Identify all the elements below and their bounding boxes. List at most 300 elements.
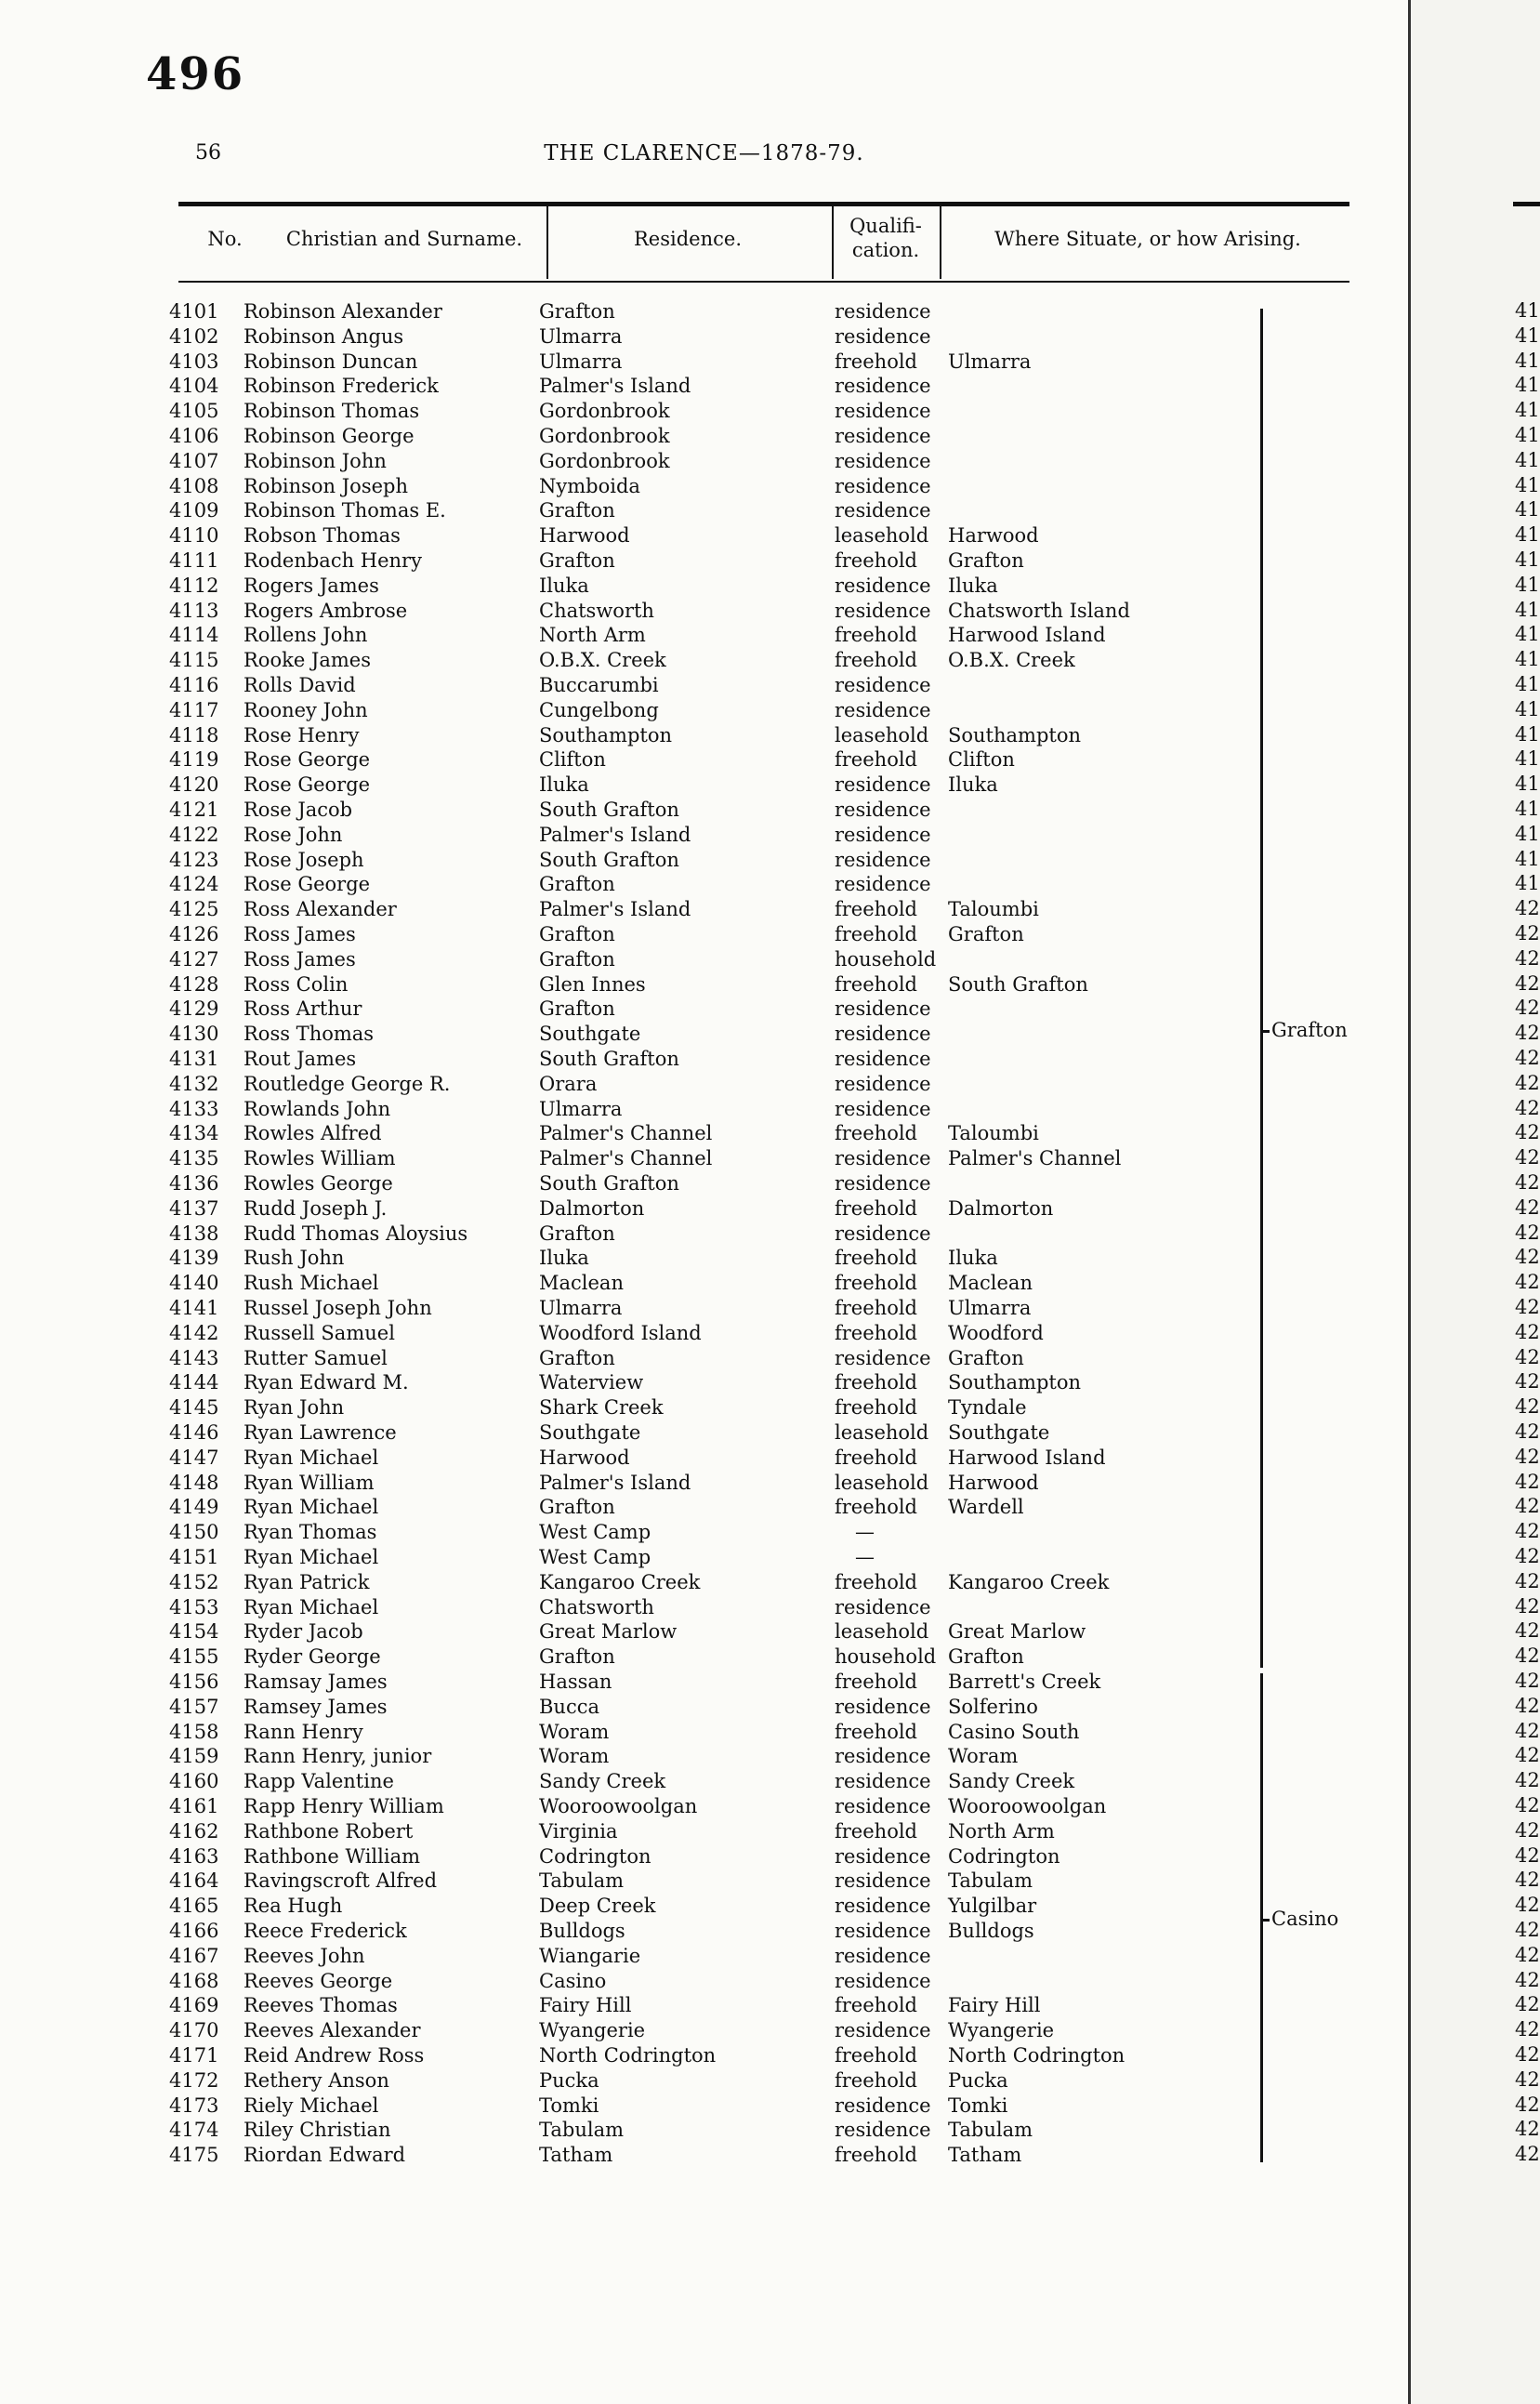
row-qualification: residence [835, 1222, 931, 1245]
row-name: Rose Joseph [244, 848, 364, 871]
row-name: Rowles William [244, 1147, 396, 1170]
row-name: Rowles George [244, 1172, 393, 1195]
row-qualification: household [835, 1645, 937, 1669]
row-number: 4164 [169, 1869, 219, 1893]
row-qualification: residence [835, 1048, 931, 1070]
header-no: No. [207, 228, 243, 250]
row-residence: West Camp [539, 1521, 652, 1544]
adjacent-page-number: 41 [1515, 473, 1540, 496]
adjacent-page-number: 42 [1515, 1370, 1540, 1394]
row-name: Robinson Duncan [244, 350, 418, 373]
row-number: 4152 [169, 1570, 219, 1593]
adjacent-page-number: 41 [1515, 424, 1540, 446]
adjacent-page-edge [1408, 0, 1540, 2404]
row-qualification: residence [835, 474, 931, 497]
row-where: Tabulam [948, 2119, 1033, 2142]
row-name: Ryan Lawrence [244, 1421, 397, 1444]
row-number: 4120 [169, 773, 219, 797]
row-residence: Virginia [539, 1819, 618, 1843]
adjacent-page-number: 41 [1515, 498, 1540, 522]
row-qualification: residence [835, 997, 931, 1021]
row-residence: Iluka [539, 1247, 589, 1270]
row-residence: Tabulam [539, 1869, 625, 1893]
casino-bracket-tip [1260, 1919, 1270, 1922]
row-name: Robinson Frederick [244, 375, 439, 398]
adjacent-page-number: 41 [1515, 773, 1540, 796]
row-number: 4114 [169, 624, 219, 647]
row-residence: Tabulam [539, 2119, 625, 2142]
row-qualification: leasehold [835, 524, 929, 548]
row-name: Riley Christian [244, 2119, 391, 2142]
row-number: 4108 [169, 474, 219, 497]
row-residence: Casino [539, 1969, 607, 1992]
row-name: Routledge George R. [244, 1072, 451, 1095]
row-name: Rooke James [244, 649, 371, 672]
row-name: Rapp Valentine [244, 1770, 394, 1793]
row-name: Ryan Michael [244, 1446, 379, 1469]
row-where: Grafton [948, 1645, 1024, 1669]
row-residence: Gordonbrook [539, 449, 670, 472]
row-number: 4105 [169, 400, 219, 423]
row-qualification: freehold [835, 1122, 917, 1145]
row-where: Barrett's Creek [948, 1671, 1101, 1693]
row-name: Rudd Thomas Aloysius [244, 1222, 468, 1245]
row-where: Iluka [948, 574, 998, 597]
row-number: 4103 [169, 350, 219, 373]
row-residence: Grafton [539, 1645, 615, 1669]
adjacent-page-number: 41 [1515, 648, 1540, 671]
row-residence: Kangaroo Creek [539, 1570, 701, 1593]
row-number: 4160 [169, 1770, 219, 1793]
row-number: 4122 [169, 823, 219, 846]
row-residence: Tatham [539, 2144, 613, 2167]
row-number: 4137 [169, 1196, 219, 1220]
row-number: 4126 [169, 923, 219, 945]
row-name: Rathbone William [244, 1844, 421, 1868]
row-name: Rooney John [244, 698, 368, 721]
row-number: 4175 [169, 2144, 219, 2167]
row-where: Southampton [948, 723, 1082, 746]
row-number: 4129 [169, 997, 219, 1021]
row-number: 4113 [169, 599, 219, 622]
row-residence: Woram [539, 1745, 610, 1768]
row-qualification: freehold [835, 1247, 917, 1270]
row-qualification: freehold [835, 624, 917, 647]
row-name: Ryan Michael [244, 1595, 379, 1618]
row-name: Rose George [244, 873, 371, 896]
row-qualification: freehold [835, 1321, 917, 1344]
row-name: Robinson Alexander [244, 300, 442, 323]
adjacent-page-number: 42 [1515, 1843, 1540, 1867]
adjacent-page-number: 41 [1515, 673, 1540, 695]
row-name: Rogers James [244, 574, 379, 597]
row-number: 4162 [169, 1819, 219, 1843]
row-number: 4112 [169, 574, 219, 597]
row-number: 4125 [169, 898, 219, 921]
row-qualification: leasehold [835, 723, 929, 746]
row-residence: Deep Creek [539, 1895, 656, 1918]
row-residence: Chatsworth [539, 599, 654, 622]
row-qualification: — [855, 1521, 875, 1544]
row-name: Ryan Patrick [244, 1570, 370, 1593]
row-name: Ross James [244, 947, 356, 971]
row-qualification: residence [835, 2019, 931, 2042]
row-residence: Hassan [539, 1671, 612, 1693]
row-qualification: residence [835, 1770, 931, 1793]
adjacent-page-number: 42 [1515, 997, 1540, 1020]
group-label-casino: Casino [1271, 1908, 1339, 1930]
adjacent-page-number: 42 [1515, 1420, 1540, 1443]
row-qualification: freehold [835, 1671, 917, 1693]
row-name: Riely Michael [244, 2094, 379, 2117]
row-number: 4170 [169, 2019, 219, 2042]
row-number: 4133 [169, 1097, 219, 1120]
row-number: 4151 [169, 1546, 219, 1568]
row-residence: Cungelbong [539, 698, 659, 721]
row-name: Robinson Joseph [244, 474, 408, 497]
row-number: 4116 [169, 674, 219, 696]
row-name: Rush Michael [244, 1272, 379, 1295]
row-qualification: residence [835, 1969, 931, 1992]
row-number: 4101 [169, 300, 219, 323]
row-name: Ryan Thomas [244, 1521, 377, 1544]
adjacent-page-number: 42 [1515, 1395, 1540, 1419]
row-where: Casino South [948, 1720, 1080, 1743]
header-residence: Residence. [634, 228, 742, 250]
row-residence: Bucca [539, 1695, 599, 1718]
row-residence: Clifton [539, 748, 606, 772]
row-residence: Ulmarra [539, 324, 623, 348]
adjacent-page-number: 42 [1515, 1644, 1540, 1668]
row-qualification: freehold [835, 1446, 917, 1469]
row-residence: O.B.X. Creek [539, 649, 666, 672]
row-qualification: residence [835, 324, 931, 348]
row-where: O.B.X. Creek [948, 649, 1075, 672]
row-where: Fairy Hill [948, 1994, 1041, 2017]
row-name: Rose George [244, 773, 371, 797]
row-qualification: residence [835, 599, 931, 622]
row-number: 4146 [169, 1421, 219, 1444]
row-name: Ramsey James [244, 1695, 388, 1718]
row-qualification: residence [835, 375, 931, 398]
adjacent-page-number: 41 [1515, 374, 1540, 397]
row-qualification: residence [835, 1795, 931, 1817]
row-residence: Maclean [539, 1272, 624, 1295]
row-qualification: freehold [835, 1297, 917, 1319]
row-number: 4158 [169, 1720, 219, 1743]
row-qualification: residence [835, 1920, 931, 1942]
adjacent-page-number: 42 [1515, 1246, 1540, 1269]
row-qualification: residence [835, 499, 931, 522]
row-residence: South Grafton [539, 1172, 679, 1195]
row-qualification: residence [835, 674, 931, 696]
row-qualification: residence [835, 698, 931, 721]
header-qualification-line1: Qualifi- [849, 215, 922, 237]
adjacent-page-number: 42 [1515, 1271, 1540, 1294]
row-number: 4163 [169, 1844, 219, 1868]
row-where: Solferino [948, 1695, 1038, 1718]
row-number: 4138 [169, 1222, 219, 1245]
row-qualification: residence [835, 1346, 931, 1369]
adjacent-page-number: 42 [1515, 1744, 1540, 1767]
row-residence: Waterview [539, 1371, 644, 1394]
row-qualification: freehold [835, 1196, 917, 1220]
row-number: 4107 [169, 449, 219, 472]
row-where: Tabulam [948, 1869, 1033, 1893]
row-qualification: freehold [835, 1819, 917, 1843]
row-qualification: residence [835, 1844, 931, 1868]
row-residence: Fairy Hill [539, 1994, 632, 2017]
adjacent-page-number: 42 [1515, 971, 1540, 995]
row-number: 4135 [169, 1147, 219, 1170]
row-number: 4115 [169, 649, 219, 672]
adjacent-page-number: 42 [1515, 1943, 1540, 1966]
row-name: Rollens John [244, 624, 368, 647]
row-name: Rowlands John [244, 1097, 391, 1120]
row-qualification: freehold [835, 2068, 917, 2092]
page-number: 56 [195, 141, 221, 165]
row-residence: Southampton [539, 723, 673, 746]
row-where: North Arm [948, 1819, 1055, 1843]
row-where: Southgate [948, 1421, 1050, 1444]
row-where: Iluka [948, 773, 998, 797]
adjacent-page-number: 42 [1515, 1919, 1540, 1941]
row-name: Robinson George [244, 425, 415, 447]
row-qualification: residence [835, 1072, 931, 1095]
row-name: Rudd Joseph J. [244, 1196, 388, 1220]
adjacent-page-number: 41 [1515, 349, 1540, 372]
row-where: Dalmorton [948, 1196, 1054, 1220]
adjacent-page-number: 41 [1515, 299, 1540, 322]
row-residence: Grafton [539, 997, 615, 1021]
row-qualification: freehold [835, 350, 917, 373]
adjacent-page-number: 42 [1515, 1221, 1540, 1244]
row-qualification: residence [835, 1869, 931, 1893]
row-name: Reeves Alexander [244, 2019, 421, 2042]
row-qualification: leasehold [835, 1620, 929, 1644]
adjacent-page-number: 42 [1515, 2018, 1540, 2041]
row-where: Great Marlow [948, 1620, 1086, 1644]
row-name: Ryan Edward M. [244, 1371, 409, 1394]
row-name: Rutter Samuel [244, 1346, 388, 1369]
row-residence: Grafton [539, 1496, 615, 1519]
row-where: Yulgilbar [948, 1895, 1037, 1918]
row-qualification: leasehold [835, 1471, 929, 1494]
row-number: 4106 [169, 425, 219, 447]
row-residence: Shark Creek [539, 1396, 664, 1420]
row-name: Robinson Thomas [244, 400, 420, 423]
row-residence: Palmer's Island [539, 1471, 691, 1494]
adjacent-page-number: 41 [1515, 598, 1540, 621]
row-name: Reece Frederick [244, 1920, 407, 1942]
header-qualification [834, 214, 938, 262]
row-number: 4136 [169, 1172, 219, 1195]
row-number: 4132 [169, 1072, 219, 1095]
adjacent-page-number: 42 [1515, 1694, 1540, 1717]
row-name: Rea Hugh [244, 1895, 343, 1918]
header-divider [940, 206, 941, 279]
row-qualification: residence [835, 1172, 931, 1195]
row-where: Wyangerie [948, 2019, 1055, 2042]
row-number: 4166 [169, 1920, 219, 1942]
row-residence: Sandy Creek [539, 1770, 666, 1793]
row-where: Tyndale [948, 1396, 1027, 1420]
row-where: Harwood [948, 524, 1039, 548]
row-where: Kangaroo Creek [948, 1570, 1110, 1593]
row-number: 4169 [169, 1994, 219, 2017]
row-residence: Palmer's Channel [539, 1122, 713, 1145]
adjacent-page-number: 42 [1515, 1520, 1540, 1543]
row-qualification: residence [835, 1944, 931, 1967]
row-number: 4147 [169, 1446, 219, 1469]
row-number: 4155 [169, 1645, 219, 1669]
row-qualification: residence [835, 574, 931, 597]
row-residence: Palmer's Island [539, 898, 691, 921]
row-name: Ravingscroft Alfred [244, 1869, 438, 1893]
row-qualification: freehold [835, 1570, 917, 1593]
adjacent-page-number: 42 [1515, 1968, 1540, 1991]
row-number: 4150 [169, 1521, 219, 1544]
row-residence: Southgate [539, 1023, 641, 1046]
row-number: 4161 [169, 1795, 219, 1817]
row-residence: Woodford Island [539, 1321, 702, 1344]
row-number: 4159 [169, 1745, 219, 1768]
row-residence: Grafton [539, 1346, 615, 1369]
row-qualification: residence [835, 1895, 931, 1918]
row-where: Iluka [948, 1247, 998, 1270]
adjacent-page-number: 41 [1515, 573, 1540, 596]
adjacent-page-number: 41 [1515, 697, 1540, 720]
row-residence: Nymboida [539, 474, 640, 497]
row-where: Harwood Island [948, 624, 1106, 647]
row-number: 4111 [169, 549, 219, 572]
row-name: Robinson Angus [244, 324, 404, 348]
row-name: Russel Joseph John [244, 1297, 432, 1319]
row-residence: Iluka [539, 773, 589, 797]
row-name: Rush John [244, 1247, 345, 1270]
adjacent-page-number: 42 [1515, 1619, 1540, 1643]
row-name: Reeves George [244, 1969, 393, 1992]
adjacent-top-rule [1513, 202, 1540, 206]
adjacent-page-number: 42 [1515, 1719, 1540, 1742]
row-residence: Wooroowoolgan [539, 1795, 698, 1817]
row-number: 4153 [169, 1595, 219, 1618]
row-qualification: residence [835, 2094, 931, 2117]
adjacent-page-number: 42 [1515, 2093, 1540, 2116]
adjacent-page-number: 42 [1515, 946, 1540, 970]
row-where: Clifton [948, 748, 1015, 772]
row-residence: Glen Innes [539, 972, 646, 996]
row-name: Ryan Michael [244, 1496, 379, 1519]
row-name: Ryder George [244, 1645, 381, 1669]
adjacent-page-number: 42 [1515, 2143, 1540, 2166]
row-qualification: residence [835, 425, 931, 447]
row-name: Rann Henry, junior [244, 1745, 432, 1768]
row-number: 4128 [169, 972, 219, 996]
adjacent-page-number: 42 [1515, 1296, 1540, 1318]
row-number: 4123 [169, 848, 219, 871]
row-number: 4154 [169, 1620, 219, 1644]
row-qualification: freehold [835, 1720, 917, 1743]
adjacent-page-number: 41 [1515, 847, 1540, 870]
row-where: Bulldogs [948, 1920, 1034, 1942]
row-qualification: residence [835, 823, 931, 846]
adjacent-page-number: 42 [1515, 2043, 1540, 2066]
adjacent-page-number: 42 [1515, 922, 1540, 944]
row-where: Ulmarra [948, 350, 1032, 373]
row-residence: North Codrington [539, 2044, 717, 2067]
row-qualification: freehold [835, 1994, 917, 2017]
adjacent-page-number: 42 [1515, 1096, 1540, 1119]
row-residence: Southgate [539, 1421, 641, 1444]
row-residence: Bulldogs [539, 1920, 625, 1942]
row-name: Rolls David [244, 674, 356, 696]
running-title: THE CLARENCE—1878-79. [544, 141, 864, 165]
row-where: Woram [948, 1745, 1019, 1768]
adjacent-page-number: 41 [1515, 798, 1540, 820]
adjacent-page-number: 41 [1515, 523, 1540, 547]
row-where: Pucka [948, 2068, 1008, 2092]
adjacent-page-number: 41 [1515, 324, 1540, 347]
row-residence: North Arm [539, 624, 646, 647]
row-name: Rodenbach Henry [244, 549, 422, 572]
row-name: Rowles Alfred [244, 1122, 382, 1145]
row-name: Rogers Ambrose [244, 599, 408, 622]
header-qualification-line2: cation. [851, 239, 920, 261]
row-name: Robinson Thomas E. [244, 499, 446, 522]
row-number: 4119 [169, 748, 219, 772]
row-number: 4148 [169, 1471, 219, 1494]
row-where: Tomki [948, 2094, 1008, 2117]
row-number: 4157 [169, 1695, 219, 1718]
row-qualification: residence [835, 1695, 931, 1718]
row-name: Robinson John [244, 449, 387, 472]
row-where: Ulmarra [948, 1297, 1032, 1319]
row-residence: Great Marlow [539, 1620, 678, 1644]
adjacent-page-number: 41 [1515, 722, 1540, 746]
row-name: Reid Andrew Ross [244, 2044, 425, 2067]
row-residence: Buccarumbi [539, 674, 659, 696]
row-residence: Grafton [539, 549, 615, 572]
adjacent-page-number: 42 [1515, 1171, 1540, 1194]
grafton-bracket-tip [1260, 1030, 1270, 1033]
row-number: 4143 [169, 1346, 219, 1369]
row-residence: Ulmarra [539, 350, 623, 373]
row-where: South Grafton [948, 972, 1088, 996]
row-qualification: residence [835, 1097, 931, 1120]
row-qualification: residence [835, 1147, 931, 1170]
row-number: 4109 [169, 499, 219, 522]
row-where: Sandy Creek [948, 1770, 1075, 1793]
row-name: Ross Thomas [244, 1023, 375, 1046]
row-number: 4131 [169, 1048, 219, 1070]
row-number: 4139 [169, 1247, 219, 1270]
row-residence: Gordonbrook [539, 400, 670, 423]
adjacent-page-number: 42 [1515, 2067, 1540, 2091]
row-where: Maclean [948, 1272, 1033, 1295]
row-residence: Orara [539, 1072, 598, 1095]
row-number: 4174 [169, 2119, 219, 2142]
row-qualification: residence [835, 873, 931, 896]
header-rule [178, 281, 1349, 283]
adjacent-page-number: 41 [1515, 548, 1540, 571]
adjacent-page-number: 42 [1515, 1146, 1540, 1169]
row-name: Riordan Edward [244, 2144, 406, 2167]
row-where: Grafton [948, 1346, 1024, 1369]
row-number: 4104 [169, 375, 219, 398]
row-name: Ryan John [244, 1396, 345, 1420]
row-where: Wooroowoolgan [948, 1795, 1107, 1817]
